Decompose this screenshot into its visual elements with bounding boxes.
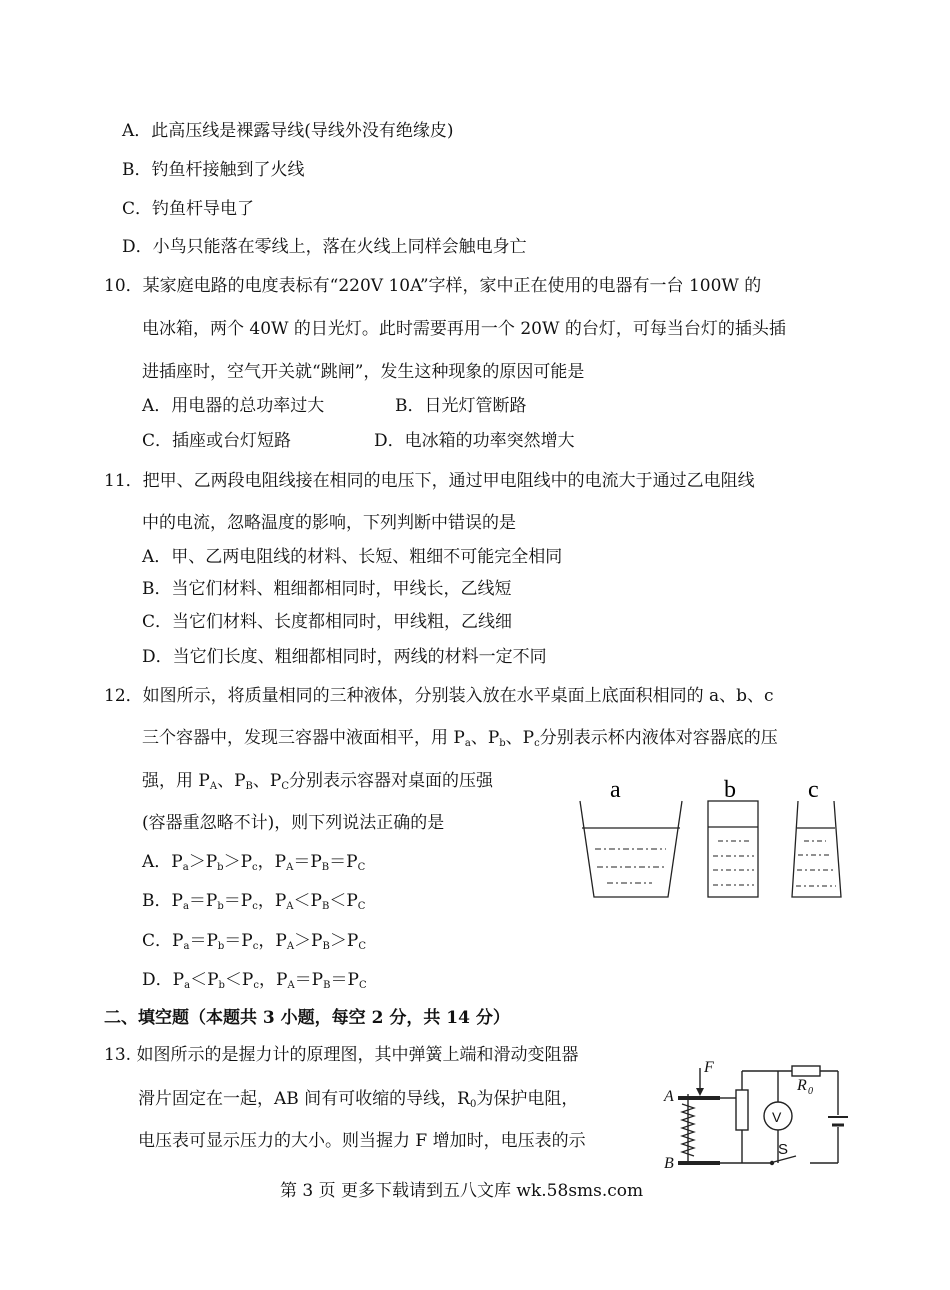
q12-stem-line1: 12．如图所示，将质量相同的三种液体，分别装入放在水平桌面上底面积相同的 a、b、c (104, 686, 774, 706)
container-c-label: c (808, 777, 819, 803)
q12-option-c: C．$P_a=P_b=P_c$，$P_A>P_B>P_C$ (142, 931, 366, 952)
q11-option-b: B．当它们材料、粗细都相同时，甲线长，乙线短 (142, 579, 512, 599)
q9-option-b: B．钓鱼杆接触到了火线 (122, 160, 305, 180)
page-footer: 第 3 页 更多下载请到五八文库 wk.58sms.com (280, 1181, 644, 1201)
section-2-header: 二、填空题（本题共 3 小题，每空 2 分，共 14 分） (104, 1008, 510, 1028)
rheostat (736, 1090, 748, 1130)
q12-stem-line3: 强，用 $P_A$、$P_B$、$P_C$分别表示容器对桌面的压强 (142, 771, 493, 792)
q10-option-a: A．用电器的总功率过大 (142, 396, 325, 416)
q12-stem-line4: (容器重忽略不计)，则下列说法正确的是 (142, 813, 445, 833)
container-b (708, 801, 758, 897)
q13-stem-line3: 电压表可显示压力的大小。则当握力 F 增加时，电压表的示 (138, 1131, 586, 1151)
containers-figure (570, 770, 860, 910)
q11-option-a: A．甲、乙两电阻线的材料、长短、粗细不可能完全相同 (142, 547, 563, 567)
q9-option-a: A．此高压线是裸露导线(导线外没有绝缘皮) (122, 121, 454, 141)
q10-stem-line1: 10．某家庭电路的电度表标有“220V 10A”字样，家中正在使用的电器有一台 100W 的 (104, 276, 762, 296)
container-a (580, 801, 682, 897)
q12-option-a: A．$P_a>P_b>P_c$，$P_A=P_B=P_C$ (142, 852, 366, 873)
container-b-label: b (724, 777, 736, 803)
q13-stem-line1: 13. 如图所示的是握力计的原理图，其中弹簧上端和滑动变阻器 (104, 1045, 579, 1065)
label-f: F (704, 1059, 714, 1076)
container-a-label: a (610, 777, 621, 803)
q10-stem-line3: 进插座时，空气开关就“跳闸”，发生这种现象的原因可能是 (142, 362, 585, 382)
label-s: S (778, 1141, 789, 1158)
resistor-r0 (792, 1066, 820, 1076)
q12-option-b: B．$P_a=P_b=P_c$，$P_A<P_B<P_C$ (142, 891, 366, 912)
q10-option-d: D．电冰箱的功率突然增大 (374, 431, 575, 451)
q10-option-c: C．插座或台灯短路 (142, 431, 292, 451)
q12-stem-line2: 三个容器中，发现三容器中液面相平，用 $P_a$、$P_b$、$P_c$分别表示杯内液体对容器底的压 (142, 728, 778, 749)
q11-option-c: C．当它们材料、长度都相同时，甲线粗，乙线细 (142, 612, 513, 632)
q10-option-b: B．日光灯管断路 (395, 396, 527, 416)
container-c (792, 801, 841, 897)
q11-stem-line2: 中的电流，忽略温度的影响，下列判断中错误的是 (142, 513, 516, 533)
label-b: B (664, 1155, 674, 1170)
q10-stem-line2: 电冰箱，两个 40W 的日光灯。此时需要再用一个 20W 的台灯，可每当台灯的插头插 (142, 319, 786, 339)
q9-option-d: D．小鸟只能落在零线上，落在火线上同样会触电身亡 (122, 237, 527, 257)
label-r0-sub: 0 (808, 1086, 813, 1097)
grip-meter-circuit (660, 1058, 850, 1170)
q11-stem-line1: 11．把甲、乙两段电阻线接在相同的电压下，通过甲电阻线中的电流大于通过乙电阻线 (104, 471, 755, 491)
label-r0: R (797, 1077, 807, 1094)
label-a: A (664, 1088, 674, 1105)
q9-option-c: C．钓鱼杆导电了 (122, 199, 255, 219)
q13-stem-line2: 滑片固定在一起，AB 间有可收缩的导线，$R_0$为保护电阻， (138, 1089, 579, 1110)
q11-option-d: D．当它们长度、粗细都相同时，两线的材料一定不同 (142, 647, 547, 667)
q12-option-d: D．$P_a<P_b<P_c$，$P_A=P_B=P_C$ (142, 970, 367, 991)
label-v: V (772, 1109, 782, 1125)
